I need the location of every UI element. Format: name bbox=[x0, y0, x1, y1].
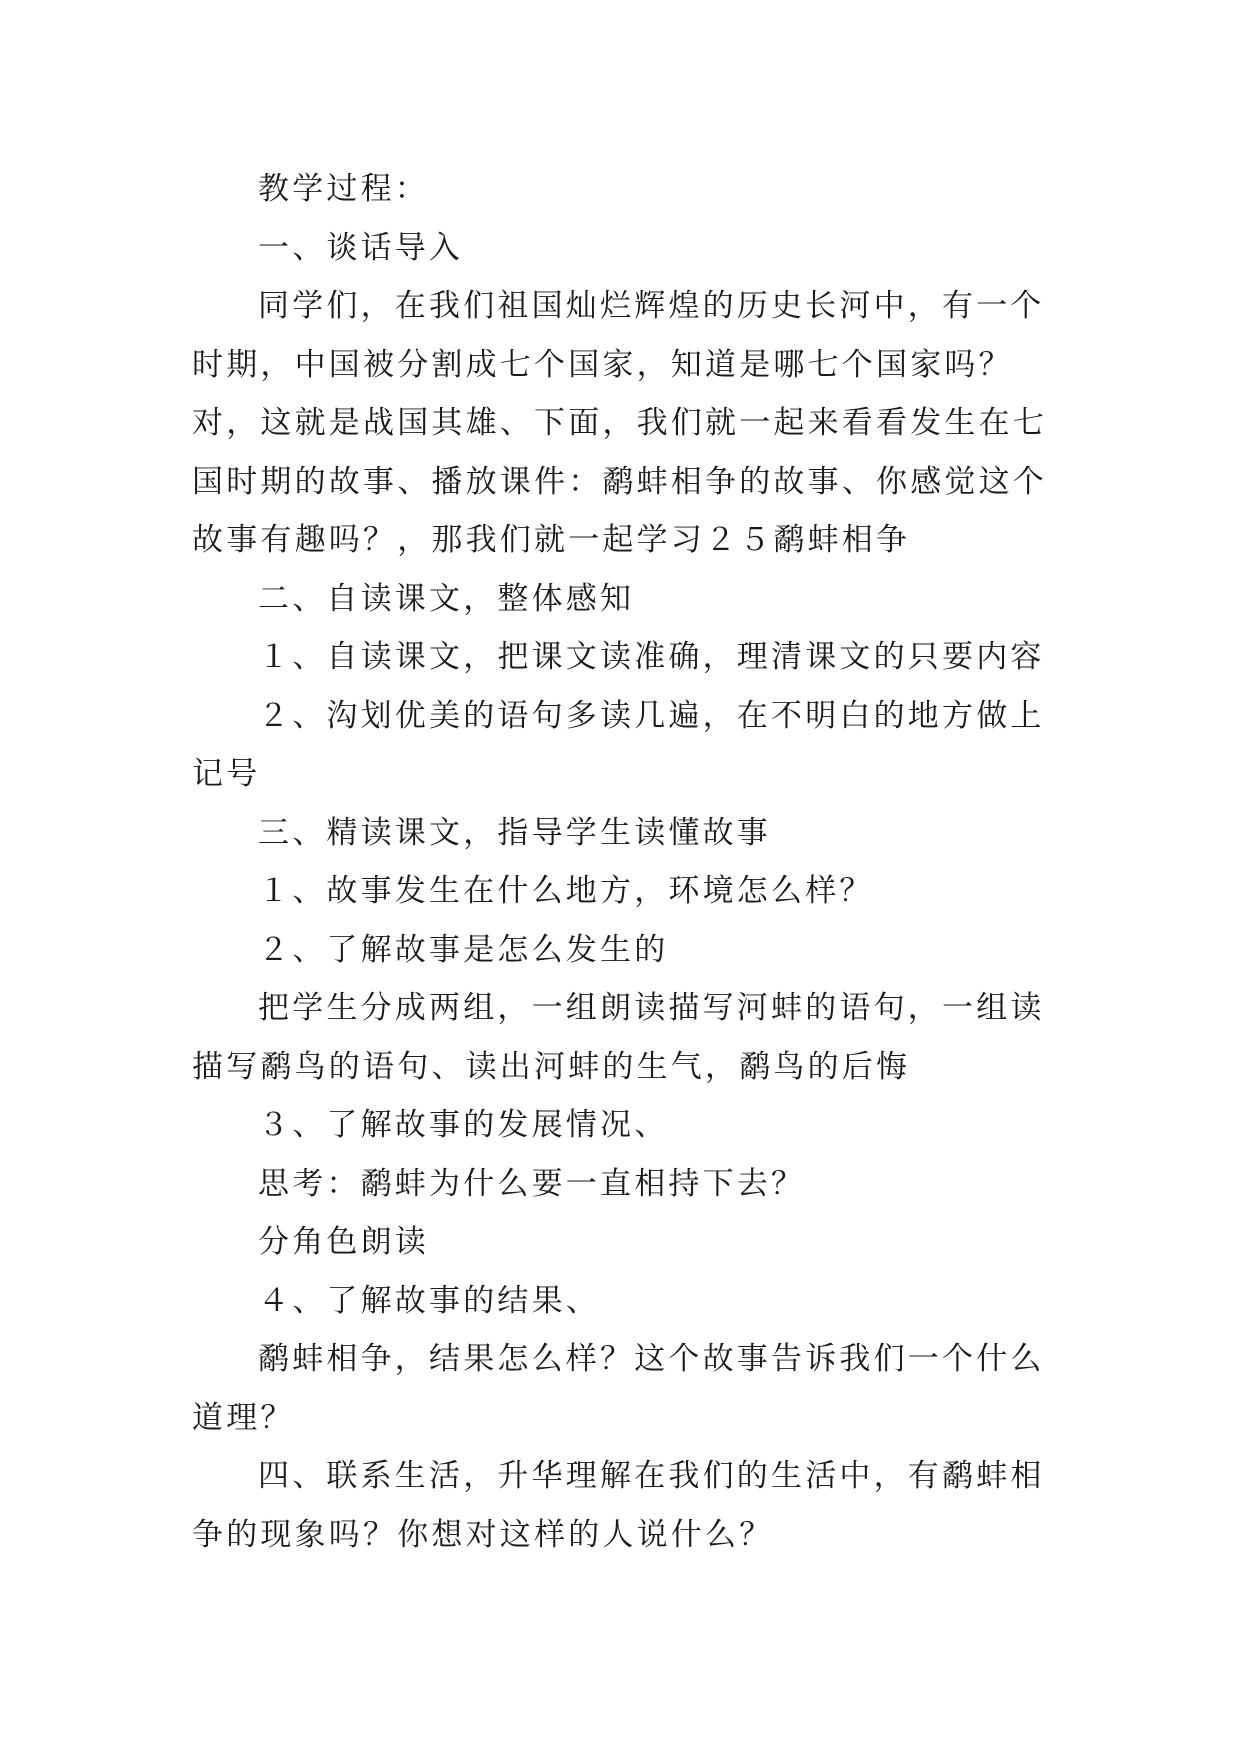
paragraph: 思考：鹬蚌为什么要一直相持下去？ bbox=[258, 1165, 806, 1202]
list-item: １、自读课文，把课文读准确，理清课文的只要内容 bbox=[258, 639, 1045, 675]
section-heading: 四、联系生活，升华理解在我们的生活中，有鹬蚌相争的现象吗？你想对这样的人说什么？ bbox=[192, 1458, 1045, 1553]
paragraph: 同学们，在我们祖国灿烂辉煌的历史长河中，有一个时期，中国被分割成七个国家，知道是哪七个国家吗？对，这就是战国其雄、下面，我们就一起来看看发生在七国时期的故事、播放课件：鹬蚌相争的故事、你感觉这个故事有趣吗？，那我们就一起学习２５鹬蚌相争 bbox=[192, 288, 1047, 558]
paragraph: 分角色朗读 bbox=[258, 1224, 429, 1260]
paragraph: 教学过程： bbox=[258, 171, 429, 207]
list-item: ２、了解故事是怎么发生的 bbox=[258, 931, 669, 968]
list-item: １、故事发生在什么地方，环境怎么样？ bbox=[258, 873, 874, 909]
document-body bbox=[192, 160, 1058, 1564]
list-item: ３、了解故事的发展情况、 bbox=[258, 1107, 669, 1143]
paragraph: 鹬蚌相争，结果怎么样？这个故事告诉我们一个什么道理？ bbox=[192, 1341, 1045, 1436]
list-item: ２、沟划优美的语句多读几遍，在不明白的地方做上记号 bbox=[192, 697, 1045, 792]
paragraph: 把学生分成两组，一组朗读描写河蚌的语句，一组读描写鹬鸟的语句、读出河蚌的生气，鹬鸟的后悔 bbox=[192, 990, 1045, 1085]
section-heading: 二、自读课文，整体感知 bbox=[258, 580, 635, 617]
list-item: ４、了解故事的结果、 bbox=[258, 1282, 600, 1319]
section-heading: 一、谈话导入 bbox=[258, 229, 464, 266]
section-heading: 三、精读课文，指导学生读懂故事 bbox=[258, 814, 771, 851]
